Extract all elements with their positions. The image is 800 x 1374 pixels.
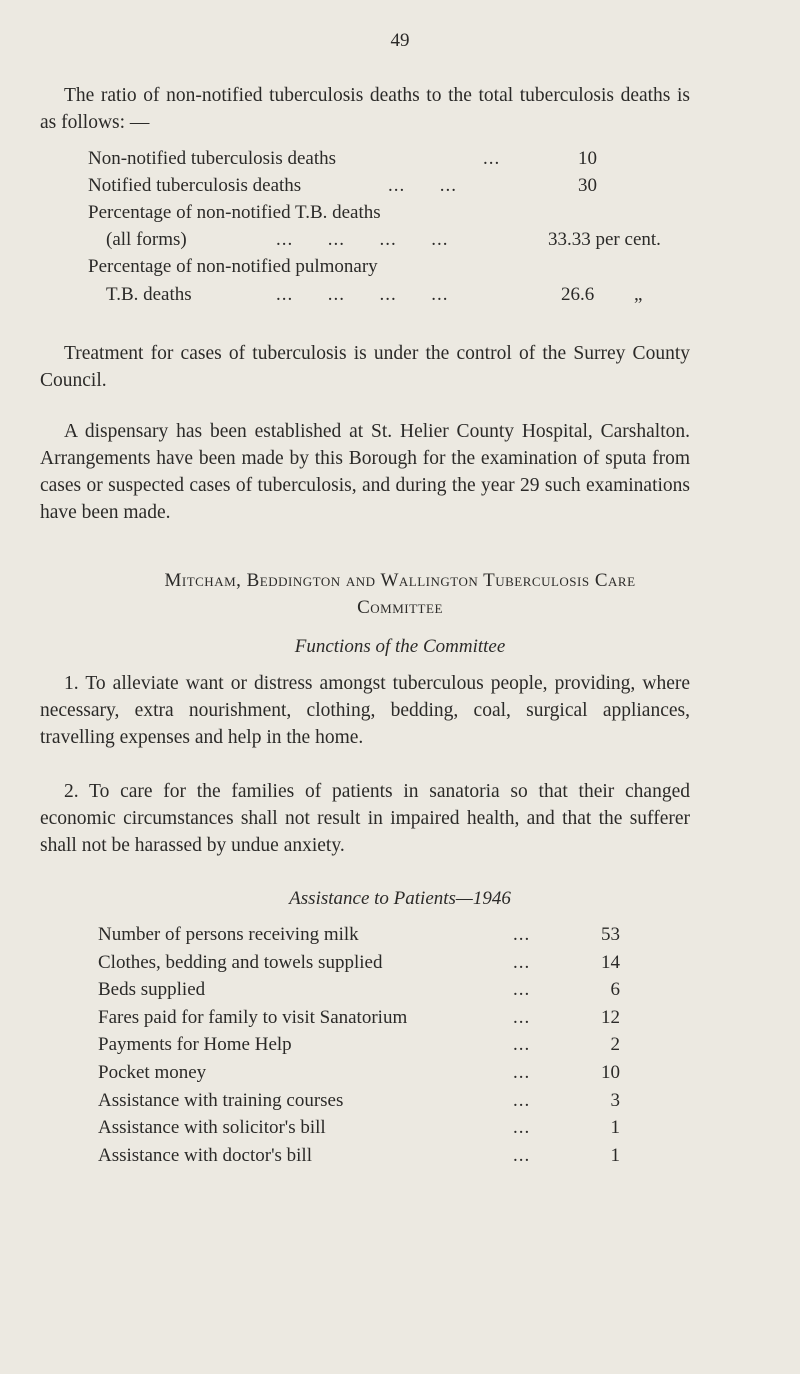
leader-dots: ... xyxy=(513,1144,531,1166)
assistance-label: Assistance with doctor's bill xyxy=(98,1144,312,1166)
ratio-label: Percentage of non-notified T.B. deaths xyxy=(88,202,381,223)
assistance-value: 1 xyxy=(610,1117,620,1139)
intro-paragraph: The ratio of non-notified tuberculosis deaths to the total tuberculosis deaths is as follows: — xyxy=(40,85,690,133)
assistance-label: Number of persons receiving milk xyxy=(98,924,359,945)
assistance-heading: Assistance to Patients—1946 xyxy=(289,888,511,909)
committee-title-line-1: Mitcham, Beddington and Wallington Tuberculosis Care xyxy=(164,570,636,591)
assistance-label: Assistance with solicitor's bill xyxy=(98,1117,326,1139)
leader-dots: ... xyxy=(483,148,501,169)
leader-dots: ... xyxy=(513,979,531,1001)
leader-dots: ... ... ... ... xyxy=(276,229,449,250)
treatment-paragraph: Treatment for cases of tuberculosis is under the control of the Surrey County Council. xyxy=(40,343,690,391)
page-number: 49 xyxy=(390,30,410,51)
assistance-value: 3 xyxy=(610,1089,620,1111)
assistance-label: Fares paid for family to visit Sanatorium xyxy=(98,1006,408,1028)
ratio-label: T.B. deaths xyxy=(106,284,192,305)
assistance-value: 6 xyxy=(610,979,620,1001)
assistance-value: 53 xyxy=(601,924,620,945)
leader-dots: ... xyxy=(513,1089,531,1111)
ratio-label: Non-notified tuberculosis deaths xyxy=(88,148,337,169)
assistance-value: 1 xyxy=(610,1144,620,1166)
assistance-value: 14 xyxy=(601,951,620,973)
dispensary-paragraph: A dispensary has been established at St. Helier County Hospital, Carshalton. Arrangements have been made by this Borough for the examination of sputa from cases or suspected cases of tuberculosis, and during the year 29 such examinations have been made. xyxy=(40,421,690,523)
leader-dots: ... xyxy=(513,1006,531,1028)
function-item-2: 2. To care for the families of patients in sanatoria so that their changed economic circumstances shall not result in impaired health, and that the sufferer shall not be harassed by undue anxiety. xyxy=(40,781,690,856)
assistance-label: Assistance with training courses xyxy=(98,1089,344,1111)
assistance-label: Payments for Home Help xyxy=(98,1034,292,1056)
leader-dots: ... xyxy=(513,1062,531,1083)
ratio-value: 33.33 per cent. xyxy=(548,229,661,250)
leader-dots: ... xyxy=(513,1034,531,1056)
ratio-value: 10 xyxy=(578,148,597,169)
leader-dots: ... xyxy=(513,951,531,973)
ratio-label: Percentage of non-notified pulmonary xyxy=(88,256,378,277)
ratio-value: 30 xyxy=(578,175,597,196)
assistance-label: Beds supplied xyxy=(98,979,206,1001)
assistance-value: 12 xyxy=(601,1006,620,1028)
ratio-label: Notified tuberculosis deaths xyxy=(88,175,302,196)
ratio-label: (all forms) xyxy=(106,229,187,250)
assistance-label: Clothes, bedding and towels supplied xyxy=(98,951,383,973)
leader-dots: ... xyxy=(513,924,531,945)
leader-dots: ... xyxy=(513,1117,531,1139)
function-item-1: 1. To alleviate want or distress amongst tuberculous people, providing, where necessary, extra nourishment, clothing, bedding, coal, surgical appliances, travelling expenses and help in the home. xyxy=(40,673,690,748)
assistance-value: 10 xyxy=(601,1062,620,1083)
leader-dots: ... ... ... ... xyxy=(276,284,449,305)
leader-dots: ... ... xyxy=(388,175,457,196)
ratio-value: 26.6 xyxy=(561,284,595,305)
functions-heading: Functions of the Committee xyxy=(294,636,506,657)
assistance-label: Pocket money xyxy=(98,1062,207,1083)
ditto-mark: „ xyxy=(634,284,643,305)
committee-title-line-2: Committee xyxy=(357,597,443,618)
assistance-value: 2 xyxy=(610,1034,620,1056)
